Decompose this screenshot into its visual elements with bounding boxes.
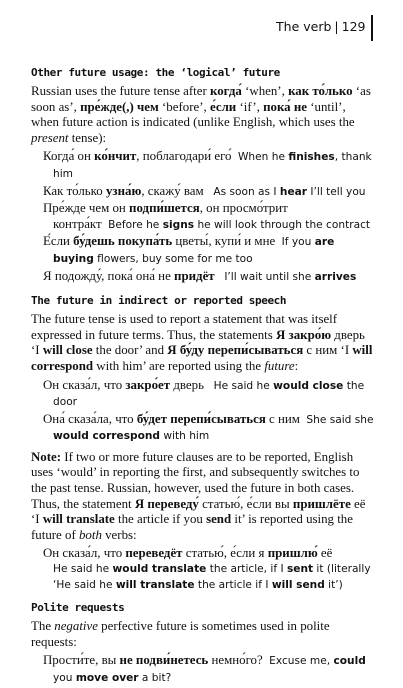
page-content [31,66,376,688]
example-esli: Е́сли бу́дешь покупа́ть цветы́, купи́ и мне If you are buying flowers, buy some for me too [43,234,335,265]
paragraph-reported-speech: The future tense is used to report a statement that was itself expressed in future terms. Thus, the statements Я закро́ю дверь ‘I will close the door’ and Я бу́ду перепи́сываться с ним ‘I will correspond with him’ are reported using the future: [31,312,373,373]
note-paragraph: Note: If two or more future clauses are to be reported, English uses ‘would’ in reporting the first, and subsequently switches to the past tense. Russian, however, used the future in both cases. Thus, the statement Я переведу́ статью́, е́сли вы пришлёте её ‘I will translate the article if you send it’ is reported using the future of both verbs: [31,449,366,542]
example-translation: She said she would correspond with him [53,413,374,443]
running-head [276,15,373,41]
example-kak-tolko: Как то́лько узна́ю, скажу́ вам As soon as I hear I’ll tell you [43,183,366,198]
section-heading-logical-future: Other future usage: the ‘logical’ future [31,66,280,79]
section-heading-reported-speech: The future in indirect or reported speech [31,294,287,308]
example-perevedet: Он сказа́л, что переведёт статью́, е́сли я пришлю́ её [43,546,333,561]
example-ne-podvinetes: Прости́те, вы не подви́нетесь немно́го? Excuse me, could you move over a bit? [43,653,366,684]
running-head-title: The verb [276,19,332,34]
example-translation: He said he would translate the article, if I sent it (literally ‘He said he will translate the article if I will send it’) [53,563,371,591]
running-head-separator: | [334,19,339,34]
example-translation: I’ll wait until she arrives [224,270,357,283]
example-kogda: Когда́ он ко́нчит, поблагодари́ его́ When he finishes, thank him [43,149,372,180]
example-budet-perepisyvatsya: Она́ сказа́ла, что бу́дет перепи́сываться с ним She said she would correspond with him [43,411,374,443]
example-translation: As soon as I hear I’ll tell you [213,185,366,198]
example-translation: He said he would close the door [53,379,365,409]
example-translation: When he finishes, thank him [53,151,372,180]
example-prezhde-chem: Пре́жде чем он подпи́шется, он просмо́трит контра́кт Before he signs he will look through the contract [43,201,371,231]
section-heading-polite-requests: Polite requests [31,601,125,615]
example-translation: Before he signs he will look through the contract [108,218,371,231]
example-translation: If you are buying flowers, buy some for me too [53,236,335,265]
paragraph-polite-requests: The negative perfective future is sometimes used in polite requests: [31,619,330,649]
page-number: 129 [341,19,366,34]
example-poka-ne: Я подожду́, пока́ она́ не придёт I’ll wait until she arrives [43,268,357,283]
paragraph-logical-future: Russian uses the future tense after когда́ ‘when’, как то́лько ‘as soon as’, пре́жде(,) чем ‘before’, е́сли ‘if’, пока́ не ‘until’, when future action is indicated (unlike English, which uses the present tense): [31,84,371,145]
running-head-bar [371,15,374,41]
example-translation: Excuse me, could you move over a bit? [53,655,366,684]
example-zakroet: Он сказа́л, что закро́ет дверь He said he would close the door [43,377,365,409]
